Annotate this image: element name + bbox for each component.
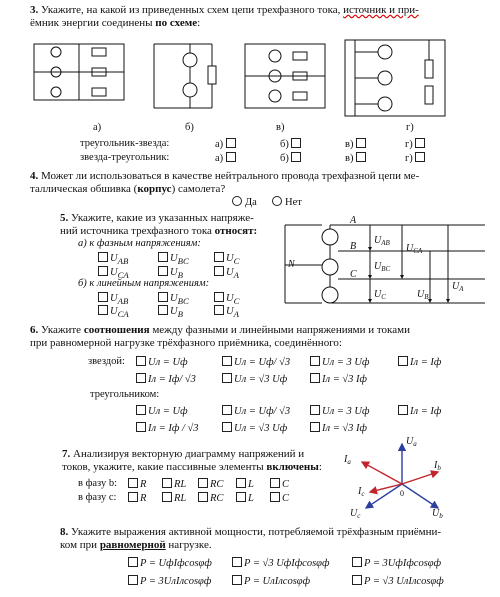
- scheme-a-label: а): [93, 122, 102, 133]
- checkbox-icon[interactable]: [98, 305, 108, 315]
- q5-a-opt-6[interactable]: $U_A$: [214, 266, 239, 280]
- scheme-g-diagram: [345, 34, 455, 124]
- q7-c-opt-rc[interactable]: RC: [198, 492, 223, 504]
- q7-c-opt-c[interactable]: C: [270, 492, 289, 504]
- q5-a-opt-2[interactable]: $U_{BC}$: [158, 252, 189, 266]
- checkbox-icon[interactable]: [398, 356, 408, 366]
- scheme-v-label: в): [276, 122, 285, 133]
- q6-r3-opt-1[interactable]: Uл = Uф: [136, 405, 188, 417]
- svg-text:Ib: $I_b$: [434, 460, 441, 472]
- q5-b-opt-1[interactable]: $U_{AB}$: [98, 292, 128, 306]
- q5-a-opt-5[interactable]: $U_B$: [158, 266, 183, 280]
- ua-label: U: [452, 281, 460, 292]
- checkbox-icon[interactable]: [128, 478, 138, 488]
- checkbox-icon[interactable]: [198, 492, 208, 502]
- checkbox-icon[interactable]: [222, 405, 232, 415]
- q6-r3-opt-2[interactable]: Uл = Uф/ √3: [222, 405, 290, 417]
- q6-r3-opt-4[interactable]: Iл = Iф: [398, 405, 441, 417]
- checkbox-icon[interactable]: [226, 138, 236, 148]
- q7-c-opt-l[interactable]: L: [236, 492, 254, 504]
- checkbox-icon[interactable]: [98, 292, 108, 302]
- checkbox-icon[interactable]: [98, 252, 108, 262]
- uc-vec-label: U: [350, 508, 358, 519]
- svg-text:UCA: $U_{CA}$: [406, 243, 423, 255]
- node-c-label: C: [350, 269, 357, 280]
- checkbox-icon[interactable]: [291, 138, 301, 148]
- checkbox-icon[interactable]: [214, 292, 224, 302]
- q8-r2-opt-3[interactable]: P = √3 UлIлcosφф: [352, 575, 444, 587]
- checkbox-icon[interactable]: [310, 356, 320, 366]
- checkbox-icon[interactable]: [352, 557, 362, 567]
- q7-b-opt-rc[interactable]: RC: [198, 478, 223, 490]
- q8-r1-opt-2[interactable]: P = √3 UфIфcosφф: [232, 557, 329, 569]
- svg-text:UB: $U_B$: [417, 289, 429, 301]
- checkbox-icon[interactable]: [136, 422, 146, 432]
- ub-vec-label: U: [432, 508, 440, 519]
- q8-r1-opt-1[interactable]: P = UфIфcosφф: [128, 557, 212, 569]
- checkbox-icon[interactable]: [270, 478, 280, 488]
- q7-phase-b-label: в фазу b:: [78, 478, 118, 489]
- q6-r2-opt-3[interactable]: Iл = √3 Iф: [310, 373, 367, 385]
- q3-row2-label: звезда-треугольник:: [80, 152, 170, 163]
- q6-r2-opt-1[interactable]: Iл = Iф/ √3: [136, 373, 196, 385]
- checkbox-icon[interactable]: [232, 575, 242, 585]
- q7-b-opt-r[interactable]: R: [128, 478, 146, 490]
- checkbox-icon[interactable]: [232, 557, 242, 567]
- q6-r1-opt-4[interactable]: Iл = Iф: [398, 356, 441, 368]
- ic-vec-label: I: [358, 486, 362, 497]
- uc-label: U: [374, 289, 382, 300]
- q3-r2-opt-b[interactable]: б): [280, 152, 303, 164]
- checkbox-icon[interactable]: [198, 478, 208, 488]
- checkbox-icon[interactable]: [270, 492, 280, 502]
- checkbox-icon[interactable]: [214, 252, 224, 262]
- checkbox-icon[interactable]: [310, 373, 320, 383]
- checkbox-icon[interactable]: [310, 405, 320, 415]
- checkbox-icon[interactable]: [158, 252, 168, 262]
- q4-text: 4. Может ли использоваться в качестве нейтрального провода трехфазной цепи ме- таллическая обшивка (корпус) самолета?: [30, 170, 420, 195]
- checkbox-icon[interactable]: [222, 373, 232, 383]
- checkbox-icon[interactable]: [356, 138, 366, 148]
- checkbox-icon[interactable]: [162, 478, 172, 488]
- q7-phase-c-label: в фазу c:: [78, 492, 117, 503]
- ub-label: U: [417, 289, 425, 300]
- ib-vec-label: I: [434, 460, 438, 471]
- node-n-label: N: [288, 259, 295, 270]
- node-b-label: B: [350, 241, 357, 252]
- checkbox-icon[interactable]: [214, 305, 224, 315]
- scheme-b-diagram: [150, 44, 230, 114]
- q5-b-opt-2[interactable]: $U_{BC}$: [158, 292, 189, 306]
- q3-r1-opt-g[interactable]: г): [405, 138, 427, 150]
- q8-text: 8. Укажите выражения активной мощности, потребляемой трёхфазным приёмни- ком при равномерной нагрузке.: [60, 526, 442, 551]
- q5-b-opt-4[interactable]: $U_{CA}$: [98, 305, 129, 319]
- q5-b-opt-5[interactable]: $U_B$: [158, 305, 183, 319]
- checkbox-icon[interactable]: [162, 492, 172, 502]
- q5-a-label: а) к фазным напряжениям:: [78, 238, 201, 249]
- q3-r1-opt-b[interactable]: б): [280, 138, 303, 150]
- ua-vec-label: U: [406, 436, 414, 447]
- checkbox-icon[interactable]: [415, 152, 425, 162]
- svg-text:Ub: $U_b$: [432, 508, 443, 520]
- q6-r4-opt-3[interactable]: Iл = √3 Iф: [310, 422, 367, 434]
- checkbox-icon[interactable]: [128, 557, 138, 567]
- checkbox-icon[interactable]: [222, 422, 232, 432]
- q8-r2-opt-2[interactable]: P = UлIлcosφф: [232, 575, 310, 587]
- checkbox-icon[interactable]: [415, 138, 425, 148]
- checkbox-icon[interactable]: [398, 405, 408, 415]
- q3-r2-opt-g[interactable]: г): [405, 152, 427, 164]
- checkbox-icon[interactable]: [356, 152, 366, 162]
- q3-text: 3. Укажите, на какой из приведенных схем цепи трехфазного тока, источник и при- ёмник энергии соединены по схеме:: [30, 4, 419, 29]
- q6-delta-label: треугольником:: [90, 389, 160, 400]
- svg-text:Ua: $U_a$: [406, 436, 417, 448]
- q3-row1-label: треугольник-звезда:: [80, 138, 170, 149]
- svg-text:UBC: $U_{BC}$: [374, 261, 391, 273]
- q6-r1-opt-2[interactable]: Uл = Uф/ √3: [222, 356, 290, 368]
- checkbox-icon[interactable]: [158, 266, 168, 276]
- q7-c-opt-r[interactable]: R: [128, 492, 146, 504]
- q6-star-label: звездой:: [88, 356, 125, 367]
- checkbox-icon[interactable]: [291, 152, 301, 162]
- checkbox-icon[interactable]: [128, 492, 138, 502]
- q5-a-opt-1[interactable]: $U_{AB}$: [98, 252, 128, 266]
- checkbox-icon[interactable]: [214, 266, 224, 276]
- checkbox-icon[interactable]: [128, 575, 138, 585]
- svg-text:Ic: $I_c$: [358, 486, 365, 498]
- q7-text: 7. Анализируя векторную диаграмму напряжений и токов, укажите, какие пассивные элементы включены:: [62, 448, 322, 473]
- q6-r3-opt-3[interactable]: Uл = 3 Uф: [310, 405, 369, 417]
- node-a-label: A: [350, 215, 357, 226]
- checkbox-icon[interactable]: [226, 152, 236, 162]
- q8-r2-opt-1[interactable]: P = 3UлIлcosφф: [128, 575, 211, 587]
- checkbox-icon[interactable]: [236, 492, 246, 502]
- checkbox-icon[interactable]: [310, 422, 320, 432]
- q5-a-opt-4[interactable]: $U_{CA}$: [98, 266, 129, 280]
- svg-text:UA: $U_A$: [452, 281, 464, 293]
- q6-r1-opt-1[interactable]: Uл = Uф: [136, 356, 188, 368]
- q5-b-label: б) к линейным напряжениям:: [78, 278, 210, 289]
- checkbox-icon[interactable]: [222, 356, 232, 366]
- uca-label: U: [406, 243, 414, 254]
- checkbox-icon[interactable]: [158, 292, 168, 302]
- q3-r1-opt-v[interactable]: в): [345, 138, 368, 150]
- q5-a-opt-3[interactable]: $U_C$: [214, 252, 239, 266]
- checkbox-icon[interactable]: [352, 575, 362, 585]
- scheme-g-label: г): [406, 122, 414, 133]
- q6-r4-opt-2[interactable]: Uл = √3 Uф: [222, 422, 287, 434]
- q6-r4-opt-1[interactable]: Iл = Iф / √3: [136, 422, 199, 434]
- scheme-a-diagram: [34, 44, 134, 104]
- q7-b-opt-l[interactable]: L: [236, 478, 254, 490]
- svg-text:Uc: $U_c$: [350, 508, 361, 520]
- origin-label: 0: [400, 489, 404, 498]
- checkbox-icon[interactable]: [98, 266, 108, 276]
- q3-r2-opt-v[interactable]: в): [345, 152, 368, 164]
- checkbox-icon[interactable]: [236, 478, 246, 488]
- q6-r2-opt-2[interactable]: Uл = √3 Uф: [222, 373, 287, 385]
- ubc-label: U: [374, 261, 382, 272]
- checkbox-icon[interactable]: [136, 405, 146, 415]
- q5-text: 5. Укажите, какие из указанных напряже- ний источника трехфазного тока относят:: [60, 212, 258, 237]
- q5-b-opt-6[interactable]: $U_A$: [214, 305, 239, 319]
- checkbox-icon[interactable]: [136, 373, 146, 383]
- svg-text:UC: $U_C$: [374, 289, 386, 301]
- radio-icon[interactable]: [232, 196, 242, 206]
- q7-b-opt-rl[interactable]: RL: [162, 478, 186, 490]
- checkbox-icon[interactable]: [158, 305, 168, 315]
- q4-no-option[interactable]: Нет: [272, 196, 302, 208]
- q4-yes-option[interactable]: Да: [232, 196, 257, 208]
- q7-vector-diagram: [340, 432, 450, 522]
- q7-b-opt-c[interactable]: C: [270, 478, 289, 490]
- q7-c-opt-rl[interactable]: RL: [162, 492, 186, 504]
- scheme-v-diagram: [245, 44, 335, 114]
- q6-r1-opt-3[interactable]: Uл = 3 Uф: [310, 356, 369, 368]
- radio-icon[interactable]: [272, 196, 282, 206]
- q5-source-diagram: [280, 215, 495, 315]
- scheme-b-label: б): [185, 122, 194, 133]
- uab-label: U: [374, 235, 382, 246]
- svg-text:UAB: $U_{AB}$: [374, 235, 390, 247]
- ia-vec-label: I: [344, 454, 348, 465]
- q6-text: 6. Укажите соотношения между фазными и линейными напряжениями и токами при равномерной нагрузке трёхфазного приёмника, соединённого:: [30, 324, 410, 349]
- q8-r1-opt-3[interactable]: P = 3UфIфcosφф: [352, 557, 441, 569]
- q5-b-opt-3[interactable]: $U_C$: [214, 292, 239, 306]
- checkbox-icon[interactable]: [136, 356, 146, 366]
- svg-text:Ia: $I_a$: [344, 454, 351, 466]
- q3-r2-opt-a[interactable]: а): [215, 152, 238, 164]
- q3-r1-opt-a[interactable]: а): [215, 138, 238, 150]
